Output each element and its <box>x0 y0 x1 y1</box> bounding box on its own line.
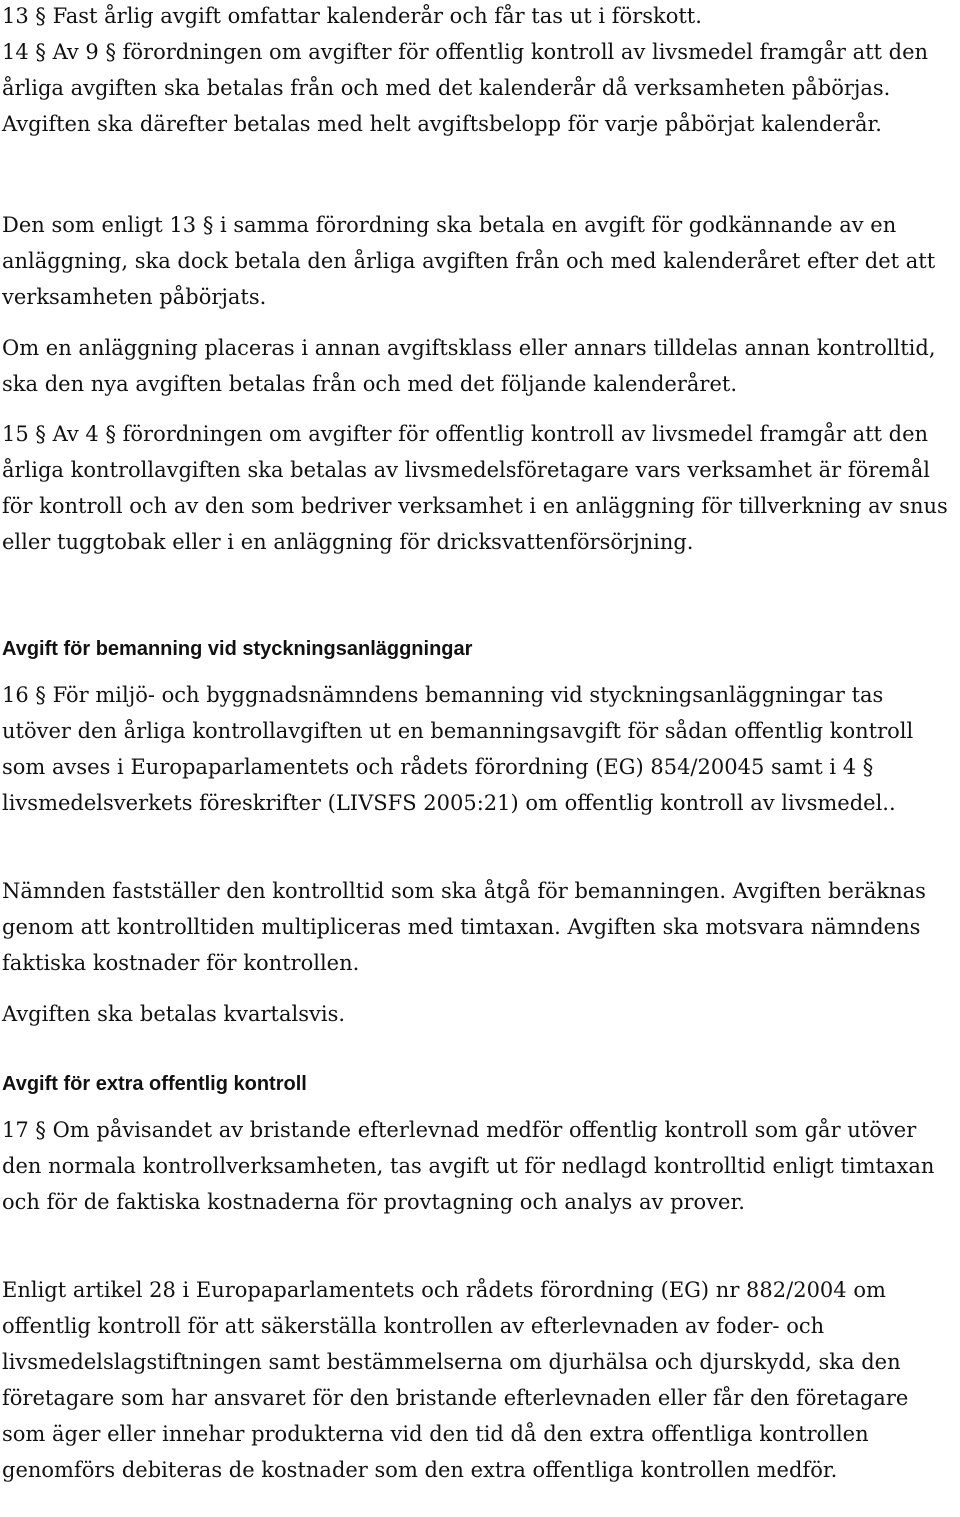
heading-staffing-fee: Avgift för bemanning vid styckningsanläggningar <box>2 638 473 660</box>
paragraph-14-approval: Den som enligt 13 § i samma förordning ska betala en avgift för godkännande av en anläggning, ska dock betala den årliga avgiften från och med kalenderåret efter det att verksamheten påbörjats. <box>2 213 936 309</box>
paragraph-13: 13 § Fast årlig avgift omfattar kalenderår och får tas ut i förskott. <box>2 4 702 28</box>
paragraph-15: 15 § Av 4 § förordningen om avgifter för offentlig kontroll av livsmedel framgår att den årliga kontrollavgiften ska betalas av livsmedelsföretagare vars verksamhet är föremål för kontroll och av den som bedriver verksamhet i en anläggning för tillverkning av snus eller tuggtobak eller i en anläggning för dricksvattenförsörjning. <box>2 422 948 554</box>
paragraph-16-calculation: Nämnden fastställer den kontrolltid som ska åtgå för bemanningen. Avgiften beräknas genom att kontrolltiden multipliceras med timtaxan. Avgiften ska motsvara nämndens faktiska kostnader för kontrollen. <box>2 879 926 975</box>
paragraph-14-reclassification: Om en anläggning placeras i annan avgiftsklass eller annars tilldelas annan kontrolltid, ska den nya avgiften betalas från och med det följande kalenderåret. <box>2 336 936 396</box>
paragraph-14-fee-start: 14 § Av 9 § förordningen om avgifter för offentlig kontroll av livsmedel framgår att den årliga avgiften ska betalas från och med det kalenderår då verksamheten påbörjas. Avgiften ska därefter betalas med helt avgiftsbelopp för varje påbörjat kalenderår. <box>2 40 929 136</box>
paragraph-17-extra-control: 17 § Om påvisandet av bristande efterlevnad medför offentlig kontroll som går utöver den normala kontrollverksamheten, tas avgift ut för nedlagd kontrolltid enligt timtaxan och för de faktiska kostnaderna för provtagning och analys av prover. <box>2 1118 935 1214</box>
paragraph-16-staffing: 16 § För miljö- och byggnadsnämndens bemanning vid styckningsanläggningar tas utöver den årliga kontrollavgiften ut en bemanningsavgift för sådan offentlig kontroll som avses i Europaparlamentets och rådets förordning (EG) 854/20045 samt i 4 § livsmedelsverkets föreskrifter (LIVSFS 2005:21) om offentlig kontroll av livsmedel.. <box>2 683 914 815</box>
heading-extra-control-fee: Avgift för extra offentlig kontroll <box>2 1073 307 1095</box>
paragraph-16-quarterly: Avgiften ska betalas kvartalsvis. <box>2 1002 346 1026</box>
paragraph-17-eu-regulation: Enligt artikel 28 i Europaparlamentets och rådets förordning (EG) nr 882/2004 om offentlig kontroll för att säkerställa kontrollen av efterlevnaden av foder- och livsmedelslagstiftningen samt bestämmelserna om djurhälsa och djurskydd, ska den företagare som har ansvaret för den bristande efterlevnaden eller får den företagare som äger eller innehar produkterna vid den tid då den extra offentliga kontrollen genomförs debiteras de kostnader som den extra offentliga kontrollen medför. <box>2 1278 909 1482</box>
